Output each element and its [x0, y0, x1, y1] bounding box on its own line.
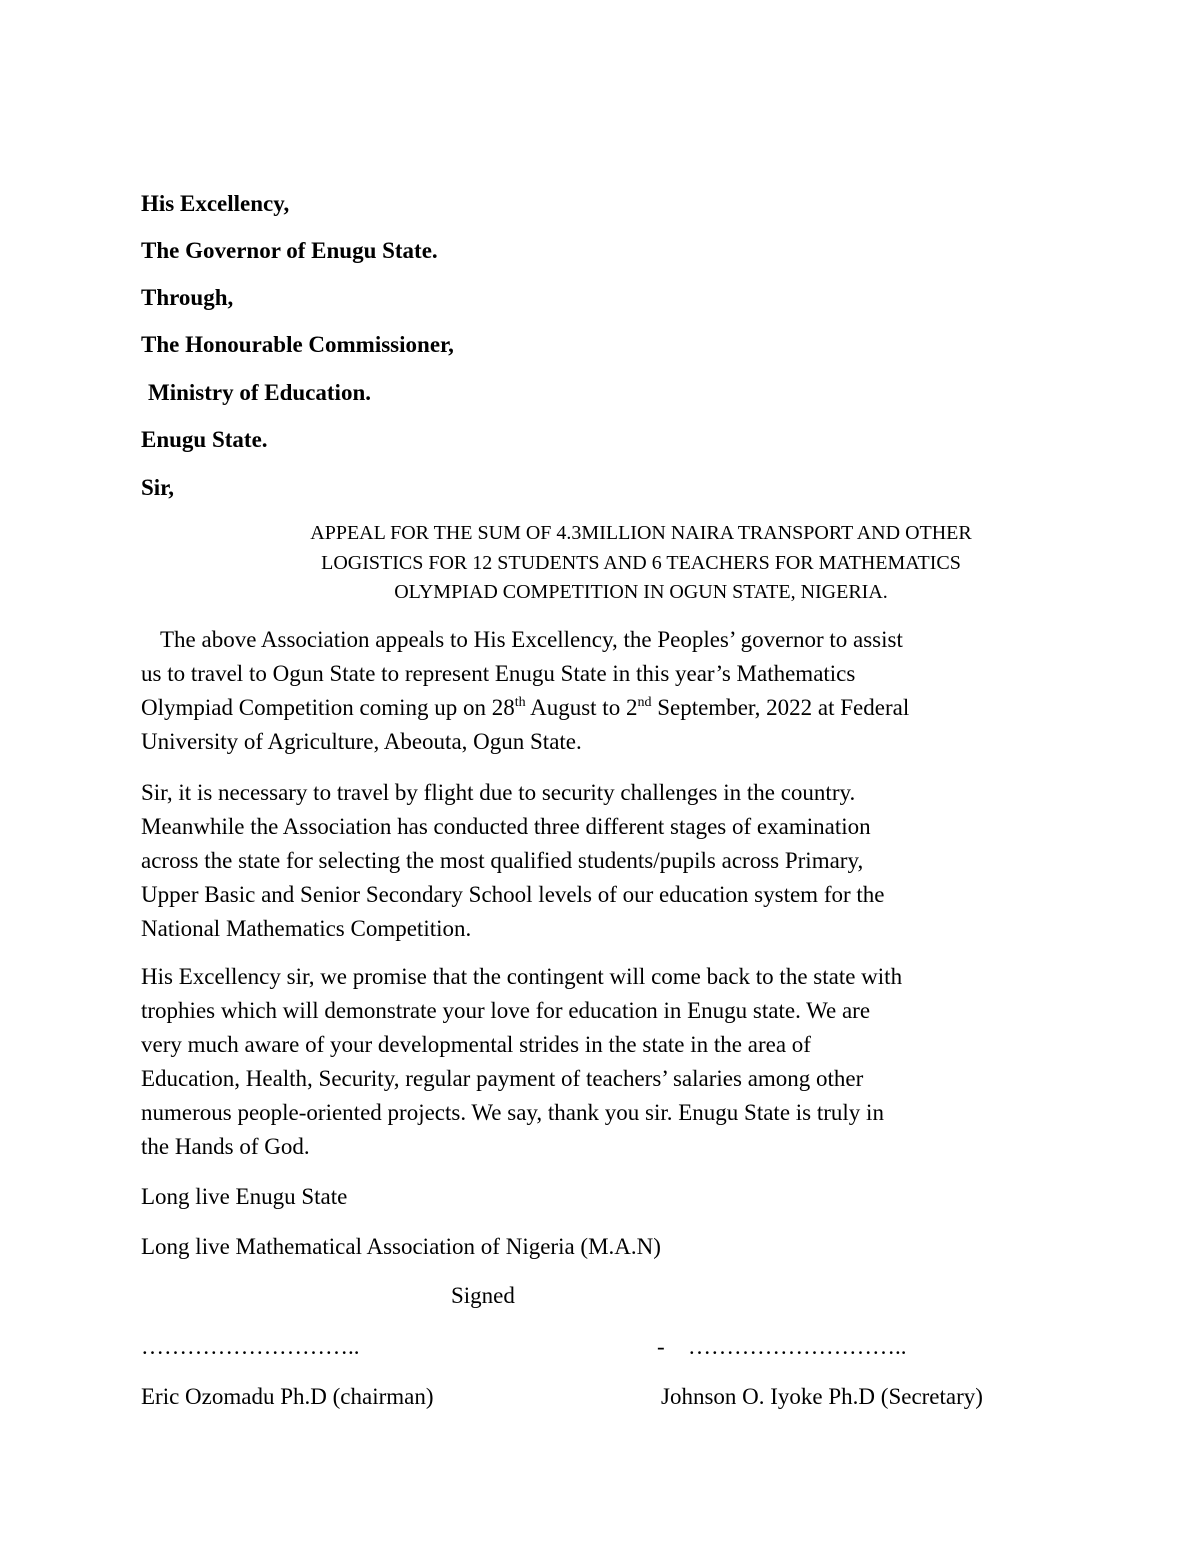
body-paragraph-3 [141, 960, 902, 1164]
body-paragraph-2 [141, 776, 884, 946]
paragraph-line [141, 691, 909, 725]
paragraph-line: Meanwhile the Association has conducted three different stages of examination [141, 814, 871, 839]
paragraph-line: Sir, it is necessary to travel by flight due to security challenges in the country. [141, 780, 856, 805]
letter-subject [141, 519, 1141, 608]
ministry-name: Ministry of Education. [148, 380, 371, 405]
paragraph-line: numerous people-oriented projects. We say, thank you sir. Enugu State is truly in [141, 1100, 884, 1125]
paragraph-line: the Hands of God. [141, 1134, 310, 1159]
signed-label: Signed [451, 1283, 515, 1308]
text-run: Olympiad Competition coming up on 28 [141, 695, 515, 720]
paragraph-line: University of Agriculture, Abeouta, Ogun State. [141, 729, 582, 754]
paragraph-line: trophies which will demonstrate your love for education in Enugu state. We are [141, 998, 871, 1023]
body-paragraph-1 [141, 623, 909, 759]
chairman-name: Eric Ozomadu Ph.D (chairman) [141, 1384, 434, 1409]
recipient-title: His Excellency, [141, 191, 290, 216]
ordinal-suffix: th [514, 695, 526, 710]
commissioner-title: The Honourable Commissioner, [141, 332, 454, 357]
signature-line-right: ……………………….. [688, 1334, 907, 1359]
paragraph-line: across the state for selecting the most qualified students/pupils across Primary, [141, 848, 864, 873]
subject-line: OLYMPIAD COMPETITION IN OGUN STATE, NIGERIA. [394, 581, 888, 603]
paragraph-line: National Mathematics Competition. [141, 916, 472, 941]
paragraph-line: The above Association appeals to His Excellency, the Peoples’ governor to assist [160, 627, 903, 652]
paragraph-line: Education, Health, Security, regular payment of teachers’ salaries among other [141, 1066, 864, 1091]
recipient-state: Enugu State. [141, 427, 268, 452]
signature-line-left: ……………………….. [141, 1334, 360, 1359]
recipient-name: The Governor of Enugu State. [141, 238, 438, 263]
subject-line: LOGISTICS FOR 12 STUDENTS AND 6 TEACHERS FOR MATHEMATICS [321, 551, 961, 574]
text-run: August to 2 [525, 695, 638, 720]
subject-line: APPEAL FOR THE SUM OF 4.3MILLION NAIRA TRANSPORT AND OTHER [310, 522, 972, 544]
closing-line-1: Long live Enugu State [141, 1184, 348, 1209]
ordinal-suffix: nd [637, 695, 652, 710]
text-run: September, 2022 at Federal [651, 695, 910, 720]
paragraph-line: very much aware of your developmental strides in the state in the area of [141, 1032, 811, 1057]
through-line: Through, [141, 285, 234, 310]
signature-dash: - [657, 1334, 665, 1359]
paragraph-line: us to travel to Ogun State to represent Enugu State in this year’s Mathematics [141, 661, 856, 686]
paragraph-line: His Excellency sir, we promise that the contingent will come back to the state with [141, 964, 903, 989]
salutation: Sir, [141, 475, 175, 500]
closing-line-2: Long live Mathematical Association of Nigeria (M.A.N) [141, 1234, 661, 1259]
paragraph-line: Upper Basic and Senior Secondary School levels of our education system for the [141, 882, 885, 907]
secretary-name: Johnson O. Iyoke Ph.D (Secretary) [661, 1384, 983, 1409]
